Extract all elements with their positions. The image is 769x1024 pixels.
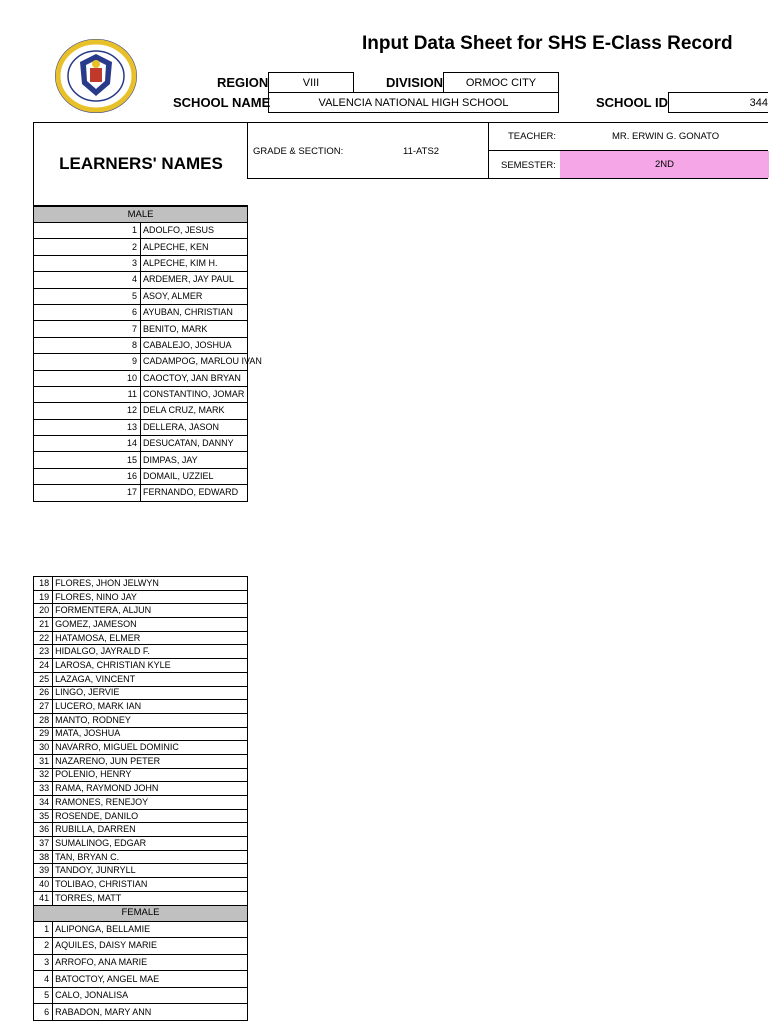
- learner-name[interactable]: RAMONES, RENEJOY: [53, 796, 248, 810]
- learner-name[interactable]: AQUILES, DAISY MARIE: [53, 938, 248, 955]
- learner-row[interactable]: [34, 631, 248, 645]
- learner-name[interactable]: CAOCTOY, JAN BRYAN: [141, 370, 248, 386]
- learner-number: 36: [34, 823, 53, 837]
- learner-number: 2: [34, 239, 141, 255]
- learner-name[interactable]: AYUBAN, CHRISTIAN: [141, 304, 248, 320]
- learner-name[interactable]: TANDOY, JUNRYLL: [53, 864, 248, 878]
- learner-number: 6: [34, 304, 141, 320]
- learner-row[interactable]: [34, 436, 248, 452]
- learner-row[interactable]: [34, 604, 248, 618]
- learner-name[interactable]: FERNANDO, EDWARD: [141, 485, 248, 501]
- learner-number: 24: [34, 659, 53, 673]
- learner-name[interactable]: ARROFO, ANA MARIE: [53, 954, 248, 971]
- learner-number: 3: [34, 954, 53, 971]
- learner-name[interactable]: MANTO, RODNEY: [53, 713, 248, 727]
- learner-name[interactable]: DELLERA, JASON: [141, 419, 248, 435]
- division-value[interactable]: ORMOC CITY: [443, 72, 559, 93]
- learner-row[interactable]: [34, 255, 248, 271]
- learner-row[interactable]: [34, 452, 248, 468]
- learner-name[interactable]: DESUCATAN, DANNY: [141, 436, 248, 452]
- learner-row[interactable]: [34, 700, 248, 714]
- learner-row[interactable]: [34, 741, 248, 755]
- learner-row[interactable]: [34, 672, 248, 686]
- learner-name[interactable]: POLENIO, HENRY: [53, 768, 248, 782]
- learner-name[interactable]: ALIPONGA, BELLAMIE: [53, 921, 248, 938]
- learner-name[interactable]: ARDEMER, JAY PAUL: [141, 272, 248, 288]
- learner-name[interactable]: DOMAIL, UZZIEL: [141, 468, 248, 484]
- learner-name[interactable]: NAZARENO, JUN PETER: [53, 754, 248, 768]
- learner-row[interactable]: [34, 754, 248, 768]
- page-title: Input Data Sheet for SHS E-Class Record: [362, 33, 733, 54]
- school-name-value[interactable]: VALENCIA NATIONAL HIGH SCHOOL: [268, 92, 559, 113]
- learner-name[interactable]: MATA, JOSHUA: [53, 727, 248, 741]
- learner-row[interactable]: [34, 223, 248, 239]
- learner-row[interactable]: [34, 921, 248, 938]
- learner-row[interactable]: [34, 590, 248, 604]
- learner-number: 31: [34, 754, 53, 768]
- school-id-value[interactable]: 344: [668, 92, 768, 113]
- learner-name[interactable]: FLORES, JHON JELWYN: [53, 577, 248, 591]
- section-header-label: MALE: [34, 207, 248, 223]
- learner-name[interactable]: CADAMPOG, MARLOU IVAN: [141, 354, 248, 370]
- teacher-label: TEACHER:: [508, 131, 557, 142]
- learner-name[interactable]: ROSENDE, DANILO: [53, 809, 248, 823]
- learner-row[interactable]: [34, 954, 248, 971]
- learner-number: 28: [34, 713, 53, 727]
- learner-number: 4: [34, 272, 141, 288]
- learner-row[interactable]: [34, 645, 248, 659]
- learner-name[interactable]: FLORES, NINO JAY: [53, 590, 248, 604]
- learner-name[interactable]: ALPECHE, KEN: [141, 239, 248, 255]
- learner-row[interactable]: [34, 354, 248, 370]
- learner-number: 25: [34, 672, 53, 686]
- learner-row[interactable]: [34, 239, 248, 255]
- learner-name[interactable]: RUBILLA, DARREN: [53, 823, 248, 837]
- learner-number: 29: [34, 727, 53, 741]
- learner-name[interactable]: RAMA, RAYMOND JOHN: [53, 782, 248, 796]
- teacher-value[interactable]: MR. ERWIN G. GONATO: [612, 131, 720, 142]
- learner-number: 22: [34, 631, 53, 645]
- learner-row[interactable]: [34, 288, 248, 304]
- section-header-row: [34, 905, 248, 921]
- learner-number: 23: [34, 645, 53, 659]
- male-learners-table: [33, 206, 262, 502]
- male-learners-table-continued: [33, 576, 248, 1021]
- learner-row[interactable]: [34, 878, 248, 892]
- section-header-label: FEMALE: [34, 905, 248, 921]
- learner-number: 8: [34, 337, 141, 353]
- region-value[interactable]: VIII: [268, 72, 354, 93]
- learner-row[interactable]: [34, 796, 248, 810]
- learner-number: 10: [34, 370, 141, 386]
- learner-number: 20: [34, 604, 53, 618]
- semester-label: SEMESTER:: [501, 160, 556, 171]
- learner-row[interactable]: [34, 618, 248, 632]
- learner-name[interactable]: LINGO, JERVIE: [53, 686, 248, 700]
- learner-number: 14: [34, 436, 141, 452]
- learners-names-header: LEARNERS' NAMES: [33, 122, 248, 206]
- learner-row[interactable]: [34, 837, 248, 851]
- learner-number: 35: [34, 809, 53, 823]
- learner-number: 27: [34, 700, 53, 714]
- learner-name[interactable]: CABALEJO, JOSHUA: [141, 337, 248, 353]
- learner-name[interactable]: DIMPAS, JAY: [141, 452, 248, 468]
- learner-row[interactable]: [34, 1004, 248, 1021]
- learner-number: 4: [34, 971, 53, 988]
- learner-number: 5: [34, 288, 141, 304]
- learner-name[interactable]: LAROSA, CHRISTIAN KYLE: [53, 659, 248, 673]
- grade-section-value[interactable]: 11-ATS2: [403, 146, 440, 157]
- learner-row[interactable]: [34, 938, 248, 955]
- learner-row[interactable]: [34, 891, 248, 905]
- learner-number: 18: [34, 577, 53, 591]
- learner-row[interactable]: [34, 686, 248, 700]
- learner-row[interactable]: [34, 727, 248, 741]
- division-label: DIVISION: [386, 75, 444, 90]
- learner-number: 19: [34, 590, 53, 604]
- learner-row[interactable]: [34, 823, 248, 837]
- class-info-box: [247, 122, 768, 179]
- learner-row[interactable]: [34, 272, 248, 288]
- section-header-row: [34, 207, 248, 223]
- learner-number: 1: [34, 223, 141, 239]
- learner-number: 21: [34, 618, 53, 632]
- learner-name[interactable]: GOMEZ, JAMESON: [53, 618, 248, 632]
- learner-name[interactable]: ASOY, ALMER: [141, 288, 248, 304]
- learner-row[interactable]: [34, 304, 248, 320]
- learner-number: 1: [34, 921, 53, 938]
- learner-row[interactable]: [34, 403, 248, 419]
- learner-name[interactable]: CONSTANTINO, JOMAR: [141, 386, 248, 402]
- learner-number: 15: [34, 452, 141, 468]
- learner-row[interactable]: [34, 713, 248, 727]
- learner-number: 38: [34, 850, 53, 864]
- learner-number: 32: [34, 768, 53, 782]
- learner-name[interactable]: NAVARRO, MIGUEL DOMINIC: [53, 741, 248, 755]
- learner-name[interactable]: HATAMOSA, ELMER: [53, 631, 248, 645]
- learner-name[interactable]: BENITO, MARK: [141, 321, 248, 337]
- learner-name[interactable]: SUMALINOG, EDGAR: [53, 837, 248, 851]
- learner-name[interactable]: TOLIBAO, CHRISTIAN: [53, 878, 248, 892]
- learner-number: 40: [34, 878, 53, 892]
- learner-name[interactable]: TAN, BRYAN C.: [53, 850, 248, 864]
- learner-row[interactable]: [34, 850, 248, 864]
- learner-number: 5: [34, 987, 53, 1004]
- learner-name[interactable]: TORRES, MATT: [53, 891, 248, 905]
- learner-row[interactable]: [34, 809, 248, 823]
- learner-name[interactable]: ALPECHE, KIM H.: [141, 255, 248, 271]
- region-label: REGION: [217, 75, 269, 90]
- learner-number: 12: [34, 403, 141, 419]
- learner-name[interactable]: RABADON, MARY ANN: [53, 1004, 248, 1021]
- semester-value[interactable]: 2ND: [560, 151, 769, 178]
- learner-name[interactable]: ADOLFO, JESUS: [141, 223, 248, 239]
- learner-row[interactable]: [34, 987, 248, 1004]
- learner-row[interactable]: [34, 468, 248, 484]
- learner-row[interactable]: [34, 370, 248, 386]
- learner-name[interactable]: BATOCTOY, ANGEL MAE: [53, 971, 248, 988]
- learner-number: 26: [34, 686, 53, 700]
- learner-row[interactable]: [34, 337, 248, 353]
- learner-row[interactable]: [34, 782, 248, 796]
- learner-row[interactable]: [34, 971, 248, 988]
- learner-row[interactable]: [34, 485, 248, 501]
- learner-name[interactable]: HIDALGO, JAYRALD F.: [53, 645, 248, 659]
- learner-number: 39: [34, 864, 53, 878]
- learner-number: 7: [34, 321, 141, 337]
- learner-number: 9: [34, 354, 141, 370]
- learner-number: 6: [34, 1004, 53, 1021]
- learner-name[interactable]: LAZAGA, VINCENT: [53, 672, 248, 686]
- learner-number: 11: [34, 386, 141, 402]
- learner-number: 13: [34, 419, 141, 435]
- learner-row[interactable]: [34, 577, 248, 591]
- learner-number: 33: [34, 782, 53, 796]
- learner-row[interactable]: [34, 864, 248, 878]
- learner-number: 2: [34, 938, 53, 955]
- learner-name[interactable]: LUCERO, MARK IAN: [53, 700, 248, 714]
- learner-number: 41: [34, 891, 53, 905]
- learner-row[interactable]: [34, 659, 248, 673]
- learner-row[interactable]: [34, 321, 248, 337]
- learner-number: 16: [34, 468, 141, 484]
- learner-name[interactable]: DELA CRUZ, MARK: [141, 403, 248, 419]
- learner-number: 34: [34, 796, 53, 810]
- grade-section-label: GRADE & SECTION:: [253, 146, 344, 157]
- learner-row[interactable]: [34, 768, 248, 782]
- learner-name[interactable]: FORMENTERA, ALJUN: [53, 604, 248, 618]
- learner-number: 37: [34, 837, 53, 851]
- learner-number: 17: [34, 485, 141, 501]
- learner-number: 3: [34, 255, 141, 271]
- school-name-label: SCHOOL NAME: [173, 95, 271, 110]
- learner-row[interactable]: [34, 386, 248, 402]
- school-id-label: SCHOOL ID: [596, 95, 668, 110]
- learner-name[interactable]: CALO, JONALISA: [53, 987, 248, 1004]
- deped-seal-logo: [52, 38, 140, 114]
- learner-number: 30: [34, 741, 53, 755]
- learner-row[interactable]: [34, 419, 248, 435]
